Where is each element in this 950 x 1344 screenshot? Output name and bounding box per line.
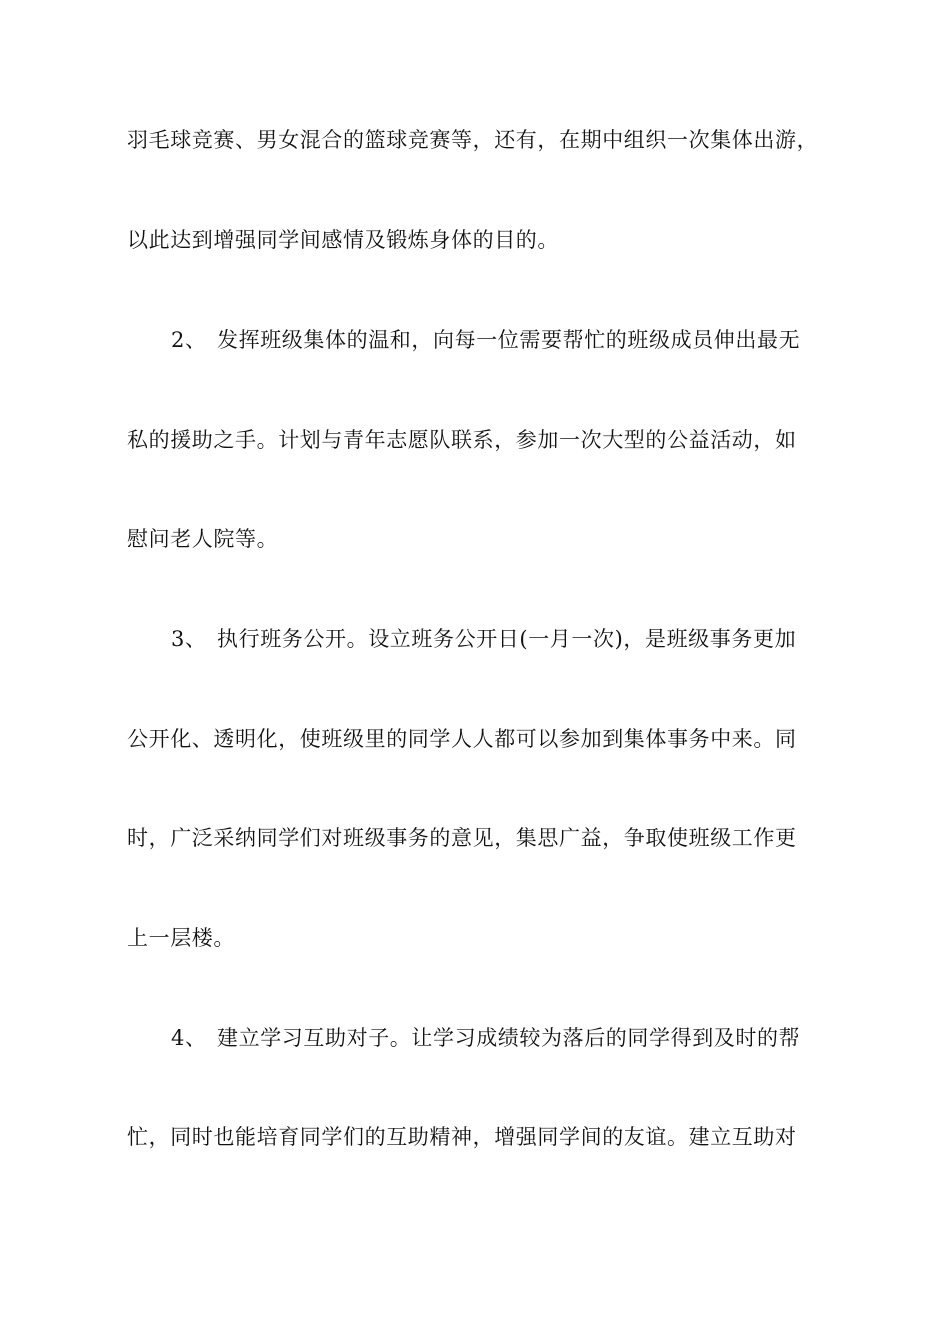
- text-line: [127, 426, 827, 454]
- line-text: 羽毛球竞赛、男女混合的篮球竞赛等，还有，在期中组织一次集体出游，: [127, 128, 819, 152]
- line-text: 发挥班级集体的温和，向每一位需要帮忙的班级成员伸出最无: [217, 328, 801, 352]
- text-line: [127, 1123, 827, 1151]
- list-number: 2、: [171, 328, 207, 352]
- list-item-4: [171, 1024, 871, 1052]
- line-text: 执行班务公开。设立班务公开日(一月一次)，是班级事务更加: [217, 627, 797, 651]
- line-text: 建立学习互助对子。让学习成绩较为落后的同学得到及时的帮: [217, 1026, 801, 1050]
- line-text: 公开化、透明化，使班级里的同学人人都可以参加到集体事务中来。同: [127, 727, 797, 751]
- text-line: [127, 126, 827, 154]
- text-line: [127, 226, 827, 254]
- line-text: 上一层楼。: [127, 926, 235, 950]
- line-text: 慰问老人院等。: [127, 527, 279, 551]
- text-line: [127, 924, 827, 952]
- list-item-3: [171, 625, 871, 653]
- line-text: 忙，同时也能培育同学们的互助精神，增强同学间的友谊。建立互助对: [127, 1125, 797, 1149]
- text-line: [127, 525, 827, 553]
- list-number: 4、: [171, 1026, 207, 1050]
- line-text: 以此达到增强同学间感情及锻炼身体的目的。: [127, 228, 559, 252]
- list-number: 3、: [171, 627, 207, 651]
- list-item-2: [171, 326, 871, 354]
- line-text: 私的援助之手。计划与青年志愿队联系，参加一次大型的公益活动，如: [127, 428, 797, 452]
- text-line: [127, 725, 827, 753]
- text-line: [127, 824, 827, 852]
- line-text: 时，广泛采纳同学们对班级事务的意见，集思广益，争取使班级工作更: [127, 826, 797, 850]
